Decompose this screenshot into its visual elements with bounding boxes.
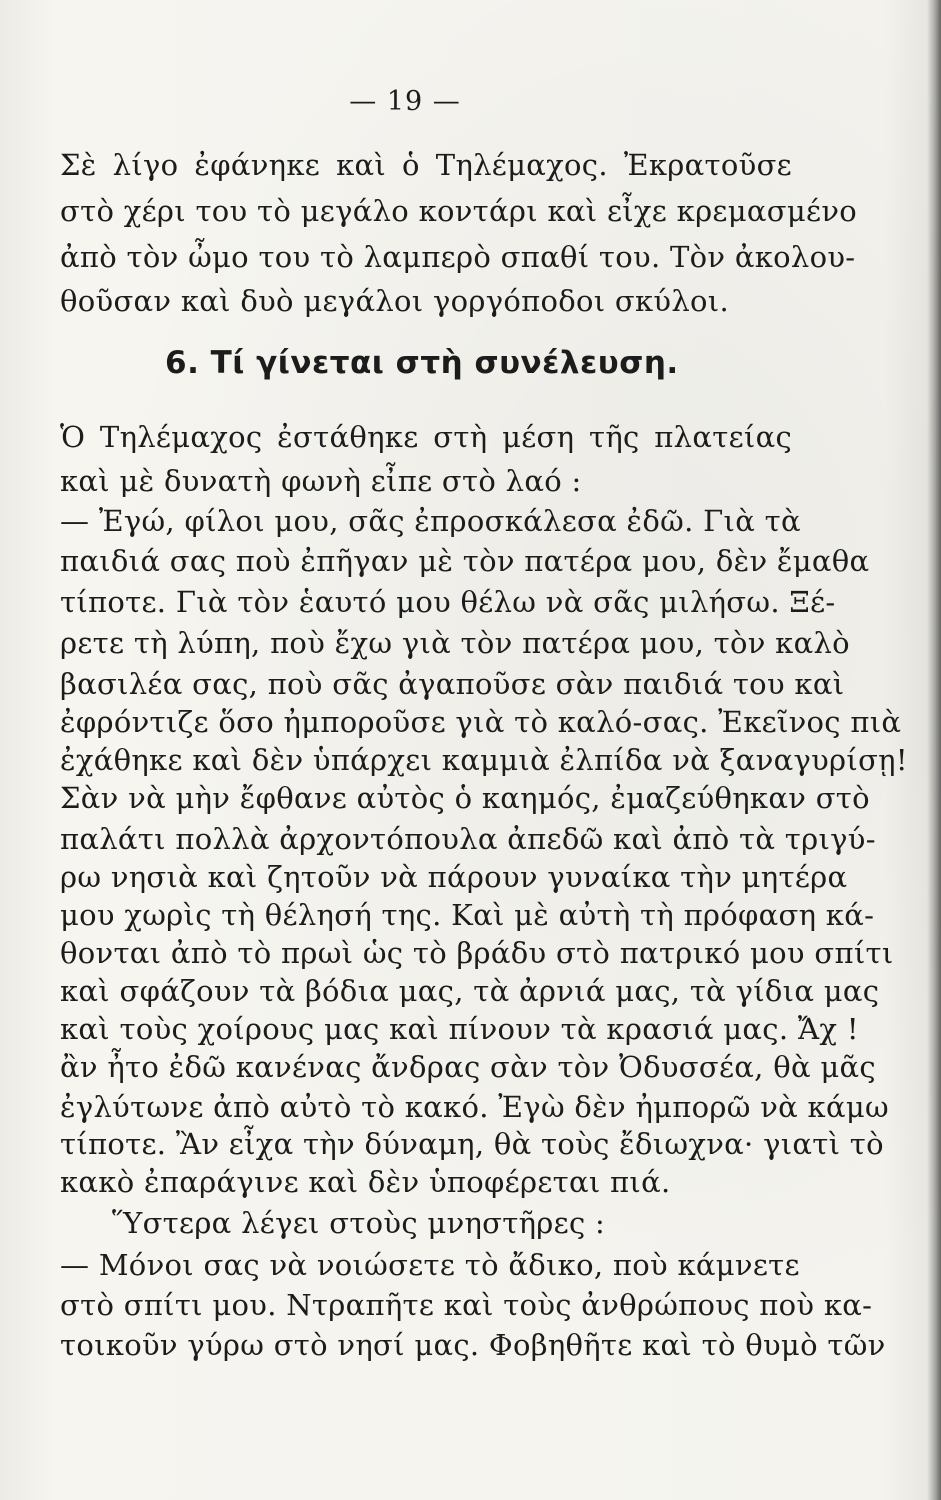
paragraph-3-line-2: — Μόνοι σας νὰ νοιώσετε τὸ ἄδικο, ποὺ κάμνετε <box>60 1248 800 1282</box>
paragraph-1-line-2: στὸ χέρι του τὸ μεγάλο κοντάρι καὶ εἶχε κρεμασμένο <box>60 194 858 228</box>
paragraph-2-line-11: παλάτι πολλὰ ἀρχοντόπουλα ἀπεδῶ καὶ ἀπὸ τὰ τριγύ- <box>60 822 876 856</box>
paragraph-3-line-4: τοικοῦν γύρω στὸ νησί μας. Φοβηθῆτε καὶ τὸ θυμὸ τῶν <box>60 1328 886 1362</box>
paragraph-2-line-2: καὶ μὲ δυνατὴ φωνὴ εἶπε στὸ λαό : <box>60 464 582 498</box>
paragraph-2-line-1: Ὁ Τηλέμαχος ἐστάθηκε στὴ μέση τῆς πλατείας <box>60 420 792 454</box>
paragraph-2-line-20: κακὸ ἐπαράγινε καὶ δὲν ὑποφέρεται πιά. <box>60 1165 671 1199</box>
paragraph-2-line-9: ἐχάθηκε καὶ δὲν ὑπάρχει καμμιὰ ἐλπίδα νὰ ξαναγυρίσῃ! <box>60 743 908 777</box>
paragraph-1-line-3: ἀπὸ τὸν ὦμο του τὸ λαμπερὸ σπαθί του. Τὸν ἀκολου- <box>60 240 856 274</box>
page-edge-shadow <box>927 0 941 1500</box>
paragraph-2-line-4: παιδιά σας ποὺ ἐπῆγαν μὲ τὸν πατέρα μου, δὲν ἔμαθα <box>60 544 870 578</box>
section-heading: 6. Τί γίνεται στὴ συνέλευση. <box>165 345 679 381</box>
paragraph-2-line-3: — Ἐγώ, φίλοι μου, σᾶς ἐπροσκάλεσα ἐδῶ. Γιὰ τὰ <box>60 504 801 538</box>
paragraph-2-line-14: θονται ἀπὸ τὸ πρωὶ ὡς τὸ βράδυ στὸ πατρικό μου σπίτι <box>60 936 894 970</box>
paragraph-2-line-18: ἐγλύτωνε ἀπὸ αὐτὸ τὸ κακό. Ἐγὼ δὲν ἠμπορῶ νὰ κάμω <box>60 1090 889 1124</box>
paragraph-1-line-1: Σὲ λίγο ἐφάνηκε καὶ ὁ Τηλέμαχος. Ἐκρατοῦσε <box>60 148 792 182</box>
paragraph-2-line-7: βασιλέα σας, ποὺ σᾶς ἀγαποῦσε σὰν παιδιά του καὶ <box>60 667 845 701</box>
paragraph-2-line-19: τίποτε. Ἂν εἶχα τὴν δύναμη, θὰ τοὺς ἔδιωχνα· γιατὶ τὸ <box>60 1127 884 1161</box>
paragraph-2-line-12: ρω νησιὰ καὶ ζητοῦν νὰ πάρουν γυναίκα τὴν μητέρα <box>60 860 848 894</box>
paragraph-2-line-15: καὶ σφάζουν τὰ βόδια μας, τὰ ἀρνιά μας, τὰ γίδια μας <box>60 974 880 1008</box>
paragraph-1-line-4: θοῦσαν καὶ δυὸ μεγάλοι γοργόποδοι σκύλοι. <box>60 284 729 318</box>
paragraph-2-line-8: ἐφρόντιζε ὅσο ἠμποροῦσε γιὰ τὸ καλό-σας. Ἐκεῖνος πιὰ <box>60 705 902 739</box>
paragraph-3-line-3: στὸ σπίτι μου. Ντραπῆτε καὶ τοὺς ἀνθρώπους ποὺ κα- <box>60 1288 873 1322</box>
paragraph-2-line-5: τίποτε. Γιὰ τὸν ἑαυτό μου θέλω νὰ σᾶς μιλήσω. Ξέ- <box>60 585 836 619</box>
paragraph-3-line-1: Ὕστερα λέγει στοὺς μνηστῆρες : <box>112 1206 606 1240</box>
paragraph-2-line-16: καὶ τοὺς χοίρους μας καὶ πίνουν τὰ κρασιά μας. Ἄχ ! <box>60 1012 859 1046</box>
page-number: — 19 — <box>349 86 461 117</box>
paragraph-2-line-10: Σὰν νὰ μὴν ἔφθανε αὐτὸς ὁ καημός, ἐμαζεύθηκαν στὸ <box>60 781 870 815</box>
paragraph-2-line-6: ρετε τὴ λύπη, ποὺ ἔχω γιὰ τὸν πατέρα μου, τὸν καλὸ <box>60 626 850 660</box>
paragraph-2-line-13: μου χωρὶς τὴ θέλησή της. Καὶ μὲ αὐτὴ τὴ πρόφαση κά- <box>60 898 875 932</box>
paragraph-2-line-17: ἂν ἦτο ἐδῶ κανένας ἄνδρας σὰν τὸν Ὀδυσσέα, θὰ μᾶς <box>60 1050 876 1084</box>
